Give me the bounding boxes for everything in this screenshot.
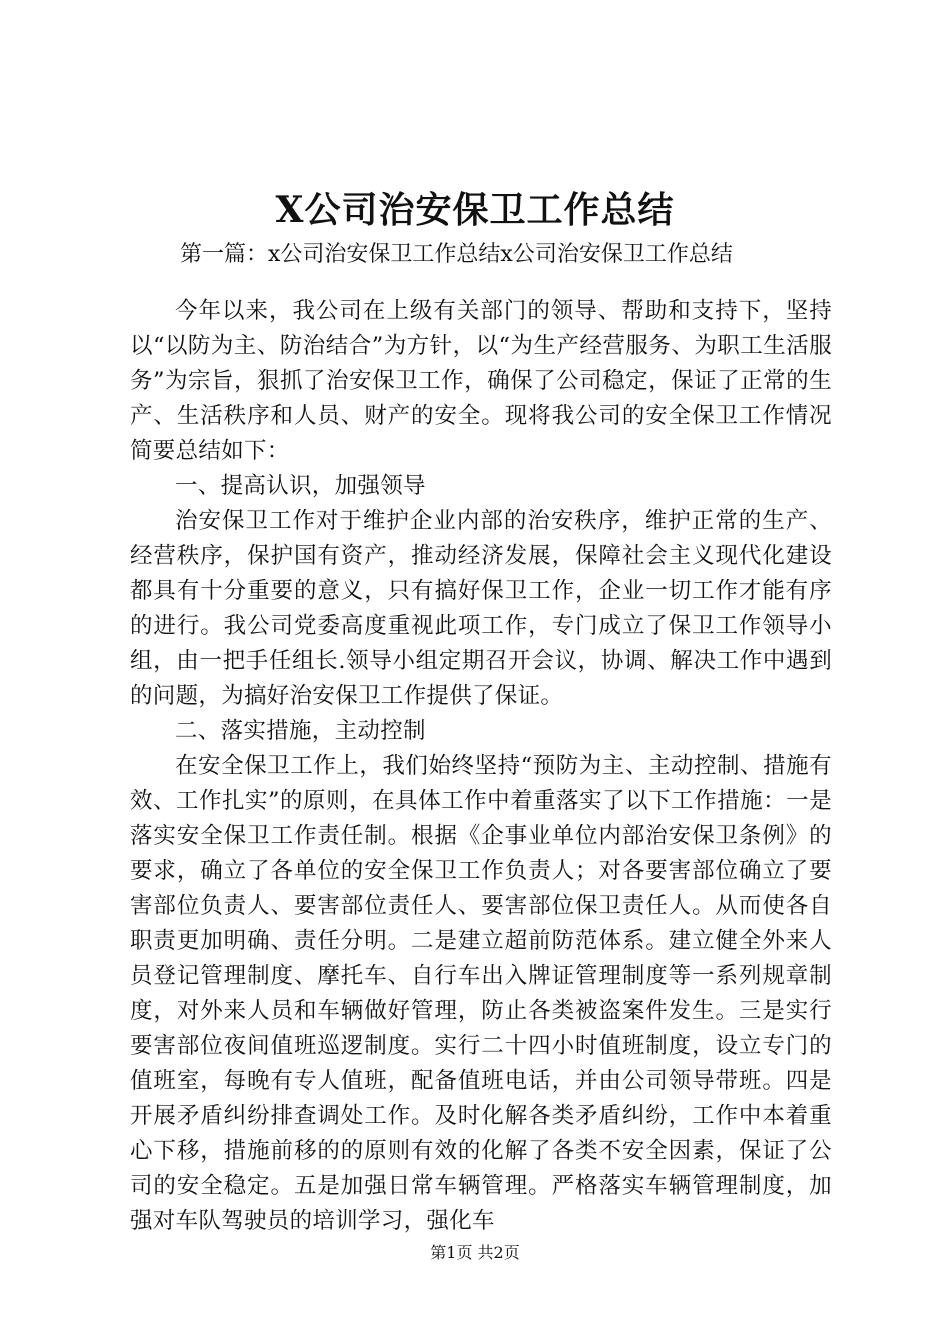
paragraph-section-1: 治安保卫工作对于维护企业内部的治安秩序，维护正常的生产、经营秩序，保护国有资产，推动经济发展，保障社会主义现代化建设都具有十分重要的意义，只有搞好保卫工作，企业一切工作才能有序的进行。我公司党委高度重视此项工作，专门成立了保卫工作领导小组，由一把手任组长.领导小组定期召开会议，协调、解决工作中遇到的问题，为搞好治安保卫工作提供了保证。 [130, 508, 832, 709]
document-subtitle: 第一篇：x公司治安保卫工作总结x公司治安保卫工作总结 [180, 242, 733, 267]
section-heading-1: 一、提高认识，加强领导 [175, 473, 426, 499]
document-title: X公司治安保卫工作总结 [275, 189, 675, 231]
paragraph-section-2: 在安全保卫工作上，我们始终坚持“预防为主、主动控制、措施有效、工作扎实”的原则，在具体工作中着重落实了以下工作措施：一是落实安全保卫工作责任制。根据《企事业单位内部治安保卫条例》的要求，确立了各单位的安全保卫工作负责人；对各要害部位确立了要害部位负责人、要害部位责任人、要害部位保卫责任人。从而使各自职责更加明确、责任分明。二是建立超前防范体系。建立健全外来人员登记管理制度、摩托车、自行车出入牌证管理制度等一系列规章制度，对外来人员和车辆做好管理，防止各类被盗案件发生。三是实行要害部位夜间值班巡逻制度。实行二十四小时值班制度，设立专门的值班室，每晚有专人值班，配备值班电话，并由公司领导带班。四是开展矛盾纠纷排查调处工作。及时化解各类矛盾纠纷，工作中本着重心下移，措施前移的的原则有效的化解了各类不安全因素，保证了公司的安全稳定。五是加强日常车辆管理。严格落实车辆管理制度，加强对车队驾驶员的培训学习，强化车 [130, 753, 832, 1234]
paragraph-intro: 今年以来，我公司在上级有关部门的领导、帮助和支持下，坚持以“以防为主、防治结合”为方针，以“为生产经营服务、为职工生活服务”为宗旨，狠抓了治安保卫工作，确保了公司稳定，保证了正常的生产、生活秩序和人员、财产的安全。现将我公司的安全保卫工作情况简要总结如下： [130, 298, 832, 464]
page-number-footer: 第1页 共2页 [430, 1243, 520, 1262]
section-heading-2: 二、落实措施，主动控制 [175, 718, 426, 744]
document-body [130, 294, 832, 1239]
